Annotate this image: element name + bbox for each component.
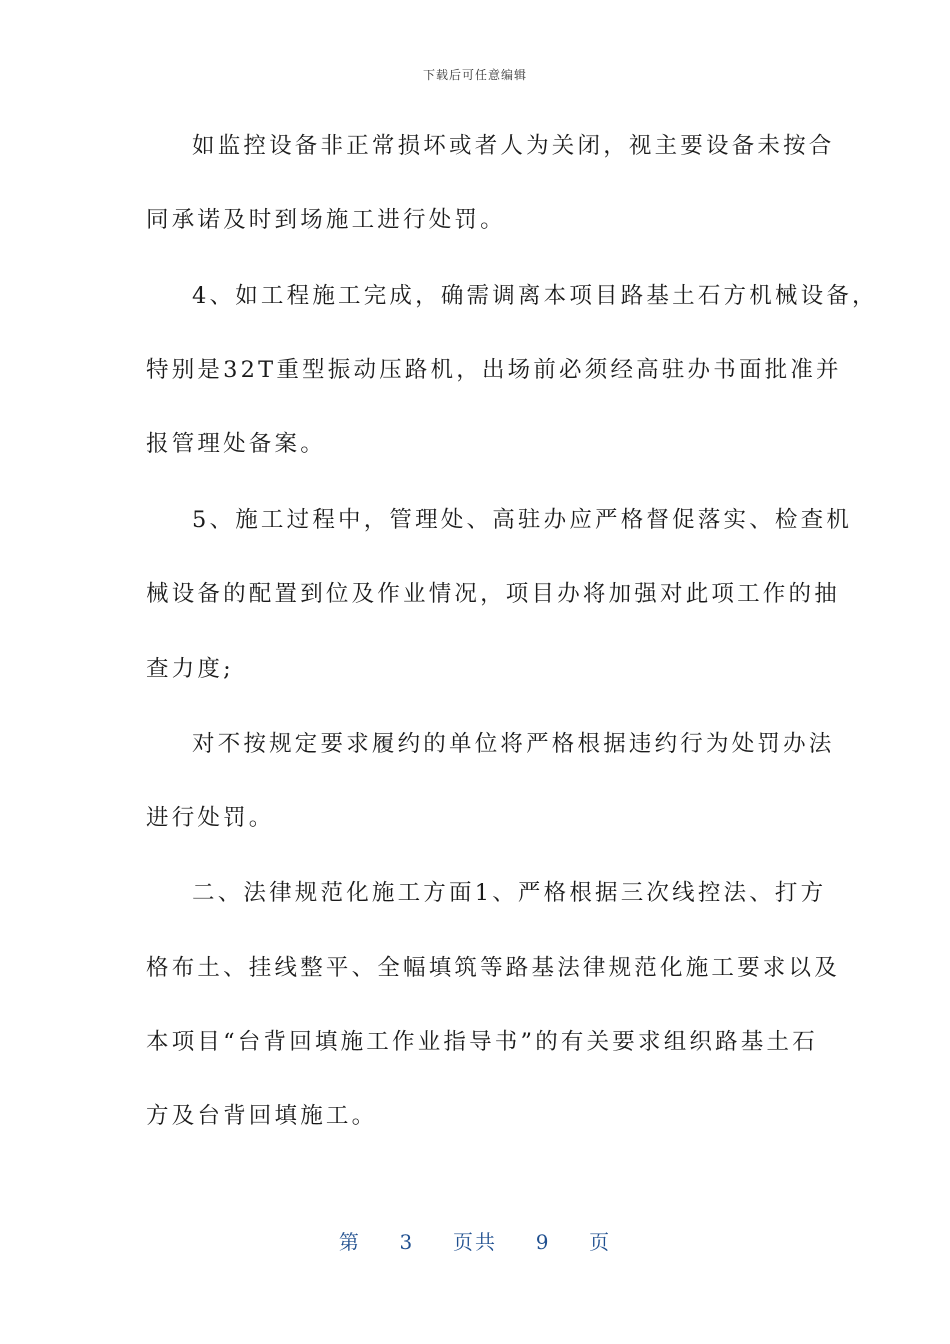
paragraph-line: 格布土、挂线整平、全幅填筑等路基法律规范化施工要求以及 (146, 955, 840, 981)
paragraph-line: 特别是32T重型振动压路机，出场前必须经高驻办书面批准并 (146, 357, 842, 383)
page-footer (0, 1226, 950, 1255)
paragraph-line: 方及台背回填施工。 (146, 1103, 378, 1129)
paragraph-line: 本项目“台背回填施工作业指导书”的有关要求组织路基土石 (146, 1029, 818, 1055)
paragraph-line: 二、法律规范化施工方面1、严格根据三次线控法、打方 (192, 880, 827, 906)
paragraph-line: 如监控设备非正常损坏或者人为关闭，视主要设备未按合 (192, 133, 835, 159)
footer-middle: 页共 (453, 1230, 497, 1254)
paragraph-line: 4、如工程施工完成，确需调离本项目路基土石方机械设备， (192, 283, 878, 309)
footer-current-page: 3 (399, 1230, 415, 1254)
paragraph-line: 进行处罚。 (146, 805, 275, 831)
paragraph-line: 对不按规定要求履约的单位将严格根据违约行为处罚办法 (192, 731, 835, 757)
footer-suffix: 页 (589, 1230, 612, 1254)
paragraph-line: 报管理处备案。 (146, 431, 326, 457)
page-header: 下载后可任意编辑 (422, 68, 527, 82)
paragraph-line: 查力度; (146, 656, 234, 682)
paragraph-line: 同承诺及时到场施工进行处罚。 (146, 207, 506, 233)
paragraph-line: 5、施工过程中，管理处、高驻办应严格督促落实、检查机 (192, 507, 853, 533)
paragraph-line: 械设备的配置到位及作业情况，项目办将加强对此项工作的抽 (146, 581, 840, 607)
footer-total-pages: 9 (535, 1230, 551, 1254)
footer-prefix: 第 (338, 1230, 361, 1254)
